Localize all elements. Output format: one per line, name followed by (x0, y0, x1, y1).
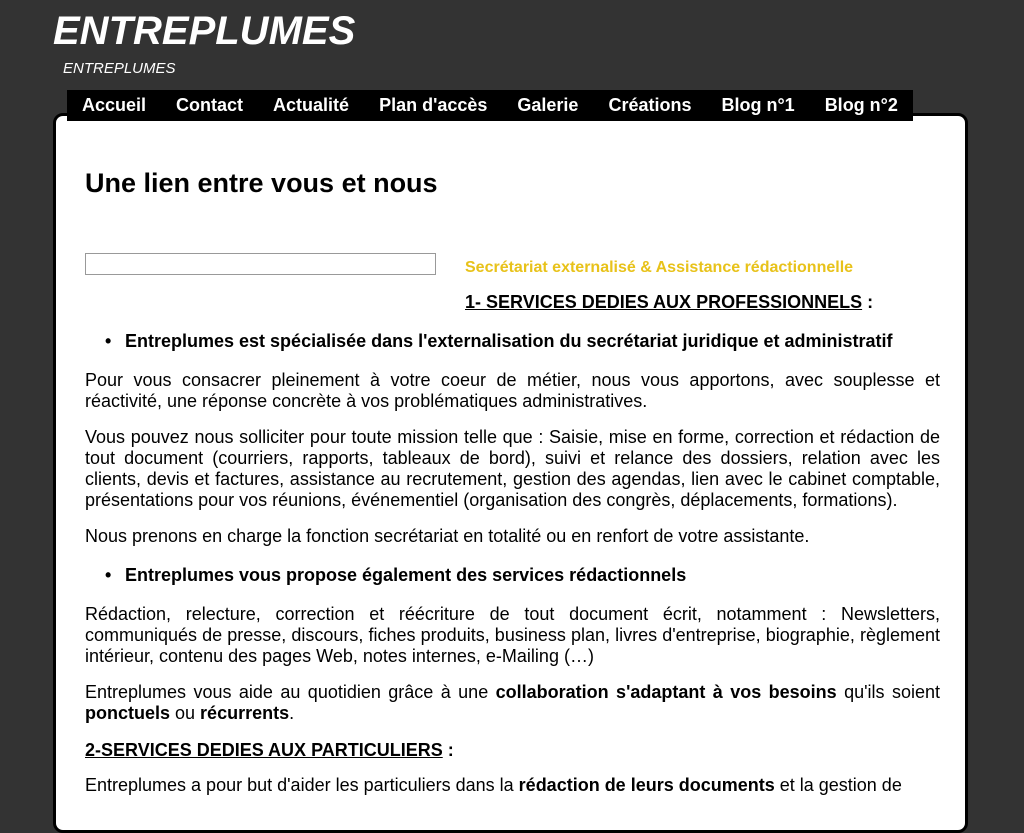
nav-item-contact[interactable]: Contact (176, 95, 244, 115)
section-particuliers-label: 2-SERVICES DEDIES AUX PARTICULIERS (85, 740, 443, 760)
nav-item-blog-1[interactable]: Blog n°1 (721, 95, 795, 115)
text-span: qu'ils soient (836, 682, 941, 702)
nav-item-plan-acces[interactable]: Plan d'accès (379, 95, 488, 115)
section-professionnels-title (465, 292, 873, 313)
nav-item-actualite[interactable]: Actualité (273, 95, 350, 115)
section-particuliers-title (85, 740, 454, 761)
paragraph-prise-en-charge: Nous prenons en charge la fonction secrétariat en totalité ou en renfort de votre assistante. (85, 526, 810, 546)
page-heading: Une lien entre vous et nous (85, 168, 438, 198)
nav-item-creations[interactable]: Créations (608, 95, 692, 115)
text-span: Entreplumes vous aide au quotidien grâce à une (85, 682, 496, 702)
text-bold: récurrents (200, 703, 290, 723)
bullet-secretariat: Entreplumes est spécialisée dans l'externalisation du secrétariat juridique et administratif (125, 331, 893, 351)
bullet-icon: • (105, 331, 112, 351)
bullet-redaction: Entreplumes vous propose également des services rédactionnels (125, 565, 687, 585)
section-professionnels-suffix: : (862, 292, 874, 312)
text-span: . (289, 703, 295, 723)
page-tagline: Secrétariat externalisé & Assistance rédactionnelle (465, 259, 854, 276)
list-item (105, 331, 893, 352)
nav-item-galerie[interactable]: Galerie (517, 95, 579, 115)
text-bold: rédaction de leurs documents (518, 775, 775, 795)
nav-item-blog-2[interactable]: Blog n°2 (824, 95, 898, 115)
text-bold: collaboration s'adaptant à vos besoins (495, 682, 837, 702)
text-bold: ponctuels (85, 703, 171, 723)
main-nav (67, 90, 913, 121)
site-subtitle: ENTREPLUMES (63, 60, 176, 77)
text-span: et la gestion de (774, 775, 902, 795)
nav-item-accueil[interactable]: Accueil (82, 95, 147, 115)
list-item (105, 565, 686, 586)
section-particuliers-suffix: : (442, 740, 454, 760)
site-title[interactable]: ENTREPLUMES (53, 9, 356, 53)
paragraph-particuliers (85, 775, 940, 796)
paragraph-collaboration (85, 682, 940, 724)
image-placeholder (85, 253, 436, 275)
text-span: Entreplumes a pour but d'aider les particuliers dans la (85, 775, 519, 795)
paragraph-redaction: Rédaction, relecture, correction et réécriture de tout document écrit, notamment : Newsletters, communiqués de presse, discours, fiches produits, business plan, livres d'entreprise, biographie, règlement intérieur, contenu des pages Web, notes internes, e-Mailing (…) (85, 604, 940, 666)
text-span: ou (170, 703, 201, 723)
paragraph-intro: Pour vous consacrer pleinement à votre coeur de métier, nous vous apportons, avec souplesse et réactivité, une réponse concrète à vos problématiques administratives. (85, 370, 940, 411)
section-professionnels-label: 1- SERVICES DEDIES AUX PROFESSIONNELS (465, 292, 863, 312)
paragraph-missions: Vous pouvez nous solliciter pour toute mission telle que : Saisie, mise en forme, correction et rédaction de tout document (courriers, rapports, tableaux de bord), suivi et relance des dossiers, relation avec les clients, devis et factures, assistance au recrutement, gestion des agendas, lien avec le cabinet comptable, présentations pour vos réunions, événementiel (organisation des congrès, déplacements, formations). (85, 427, 940, 510)
bullet-icon: • (105, 565, 112, 585)
